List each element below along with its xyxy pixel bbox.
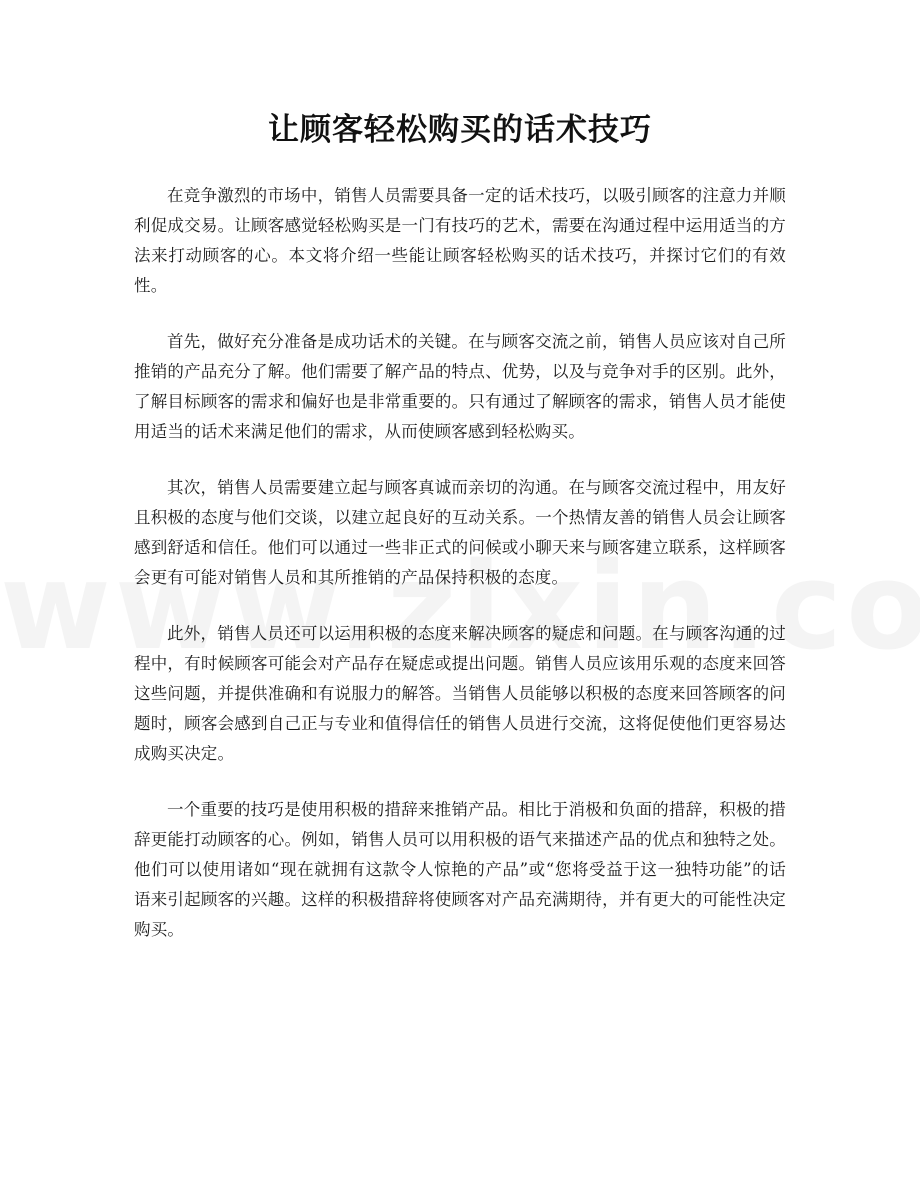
document-body: [134, 181, 786, 971]
paragraph-2: 首先，做好充分准备是成功话术的关键。在与顾客交流之前，销售人员应该对自己所推销的产品充分了解。他们需要了解产品的特点、优势，以及与竞争对手的区别。此外，了解目标顾客的需求和偏好也是非常重要的。只有通过了解顾客的需求，销售人员才能使用适当的话术来满足他们的需求，从而使顾客感到轻松购买。: [134, 332, 786, 441]
paragraph-4: 此外，销售人员还可以运用积极的态度来解决顾客的疑虑和问题。在与顾客沟通的过程中，有时候顾客可能会对产品存在疑虑或提出问题。销售人员应该用乐观的态度来回答这些问题，并提供准确和有说服力的解答。当销售人员能够以积极的态度来回答顾客的问题时，顾客会感到自己正与专业和值得信任的销售人员进行交流，这将促使他们更容易达成购买决定。: [134, 624, 786, 763]
paragraph-5: 一个重要的技巧是使用积极的措辞来推销产品。相比于消极和负面的措辞，积极的措辞更能打动顾客的心。例如，销售人员可以用积极的语气来描述产品的优点和独特之处。他们可以使用诸如“现在就拥有这款令人惊艳的产品”或“您将受益于这一独特功能”的话语来引起顾客的兴趣。这样的积极措辞将使顾客对产品充满期待，并有更大的可能性决定购买。: [134, 800, 786, 939]
paragraph-1: 在竞争激烈的市场中，销售人员需要具备一定的话术技巧，以吸引顾客的注意力并顺利促成交易。让顾客感觉轻松购买是一门有技巧的艺术，需要在沟通过程中运用适当的方法来打动顾客的心。本文将介绍一些能让顾客轻松购买的话术技巧，并探讨它们的有效性。: [134, 186, 786, 295]
paragraph-3: 其次，销售人员需要建立起与顾客真诚而亲切的沟通。在与顾客交流过程中，用友好且积极的态度与他们交谈，以建立起良好的互动关系。一个热情友善的销售人员会让顾客感到舒适和信任。他们可以通过一些非正式的问候或小聊天来与顾客建立联系，这样顾客会更有可能对销售人员和其所推销的产品保持积极的态度。: [134, 478, 786, 587]
document-title: 让顾客轻松购买的话术技巧: [268, 112, 652, 148]
